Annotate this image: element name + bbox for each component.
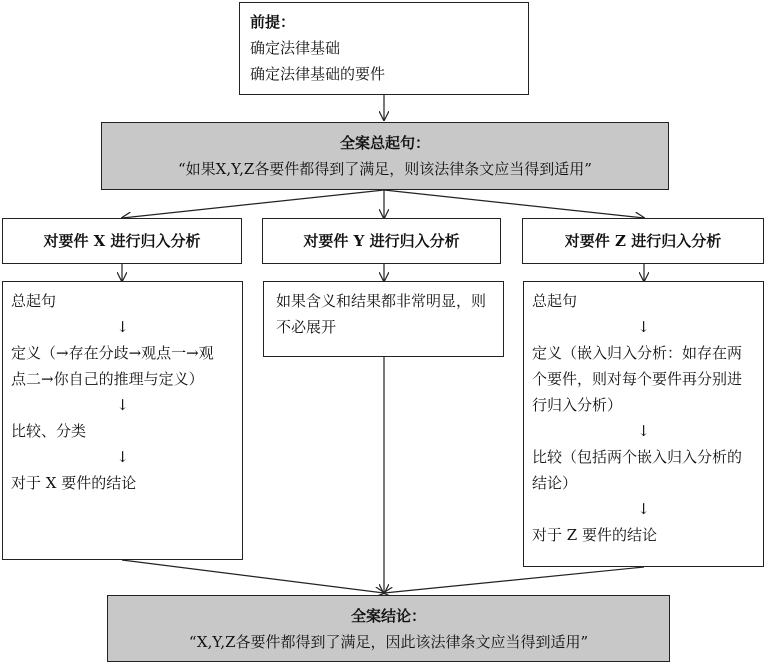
- x-step-conclusion: 对于 X 要件的结论: [11, 474, 137, 492]
- arrow-topic-to-z: [384, 190, 644, 218]
- x-down-arrow-3: ↓: [116, 448, 129, 466]
- arrow-topic-to-x: [122, 190, 384, 218]
- z-down-arrow-2: ↓: [637, 422, 650, 440]
- y-text: 如果含义和结果都非常明显，则不必展开: [276, 292, 487, 336]
- premise-line-1: 确定法律基础: [250, 39, 341, 57]
- conclusion-box: [107, 595, 670, 662]
- element-z-body: [523, 281, 764, 567]
- element-x-body: [2, 281, 243, 560]
- overall-topic-box: [101, 122, 669, 190]
- z-step-compare: 比较（包括两个嵌入归入分析的结论）: [532, 448, 743, 492]
- x-step-topic: 总起句: [11, 292, 57, 310]
- element-x-header-label: 对要件 X 进行归入分析: [43, 232, 201, 250]
- overall-topic-title: 全案总起句：: [339, 134, 430, 152]
- element-x-header: [2, 218, 242, 264]
- z-down-arrow-1: ↓: [637, 318, 650, 336]
- z-step-topic: 总起句: [532, 292, 578, 310]
- element-y-header: [262, 218, 501, 264]
- x-step-definition: 定义（→存在分歧→观点一→观点二→你自己的推理与定义）: [11, 344, 214, 388]
- arrow-z-to-conclusion: [384, 567, 644, 593]
- z-step-conclusion: 对于 Z 要件的结论: [532, 526, 657, 544]
- arrow-x-to-conclusion: [122, 560, 384, 593]
- element-y-body: [263, 281, 504, 357]
- z-step-definition: 定义（嵌入归入分析：如存在两个要件，则对每个要件再分别进行归入分析）: [532, 344, 743, 414]
- premise-line-2: 确定法律基础的要件: [250, 65, 386, 83]
- element-z-header: [522, 218, 764, 264]
- x-down-arrow-1: ↓: [116, 318, 129, 336]
- element-y-header-label: 对要件 Y 进行归入分析: [303, 232, 460, 250]
- element-z-header-label: 对要件 Z 进行归入分析: [564, 232, 722, 250]
- x-step-compare: 比较、分类: [11, 422, 87, 440]
- premise-title: 前提：: [250, 13, 296, 31]
- x-down-arrow-2: ↓: [116, 396, 129, 414]
- premise-box: [239, 2, 529, 95]
- conclusion-text: “X,Y,Z各要件都得到了满足，因此该法律条文应当得到适用”: [188, 633, 589, 651]
- overall-topic-text: “如果X,Y,Z各要件都得到了满足，则该法律条文应当得到适用”: [178, 160, 592, 178]
- conclusion-title: 全案结论：: [350, 607, 426, 625]
- z-down-arrow-3: ↓: [637, 500, 650, 518]
